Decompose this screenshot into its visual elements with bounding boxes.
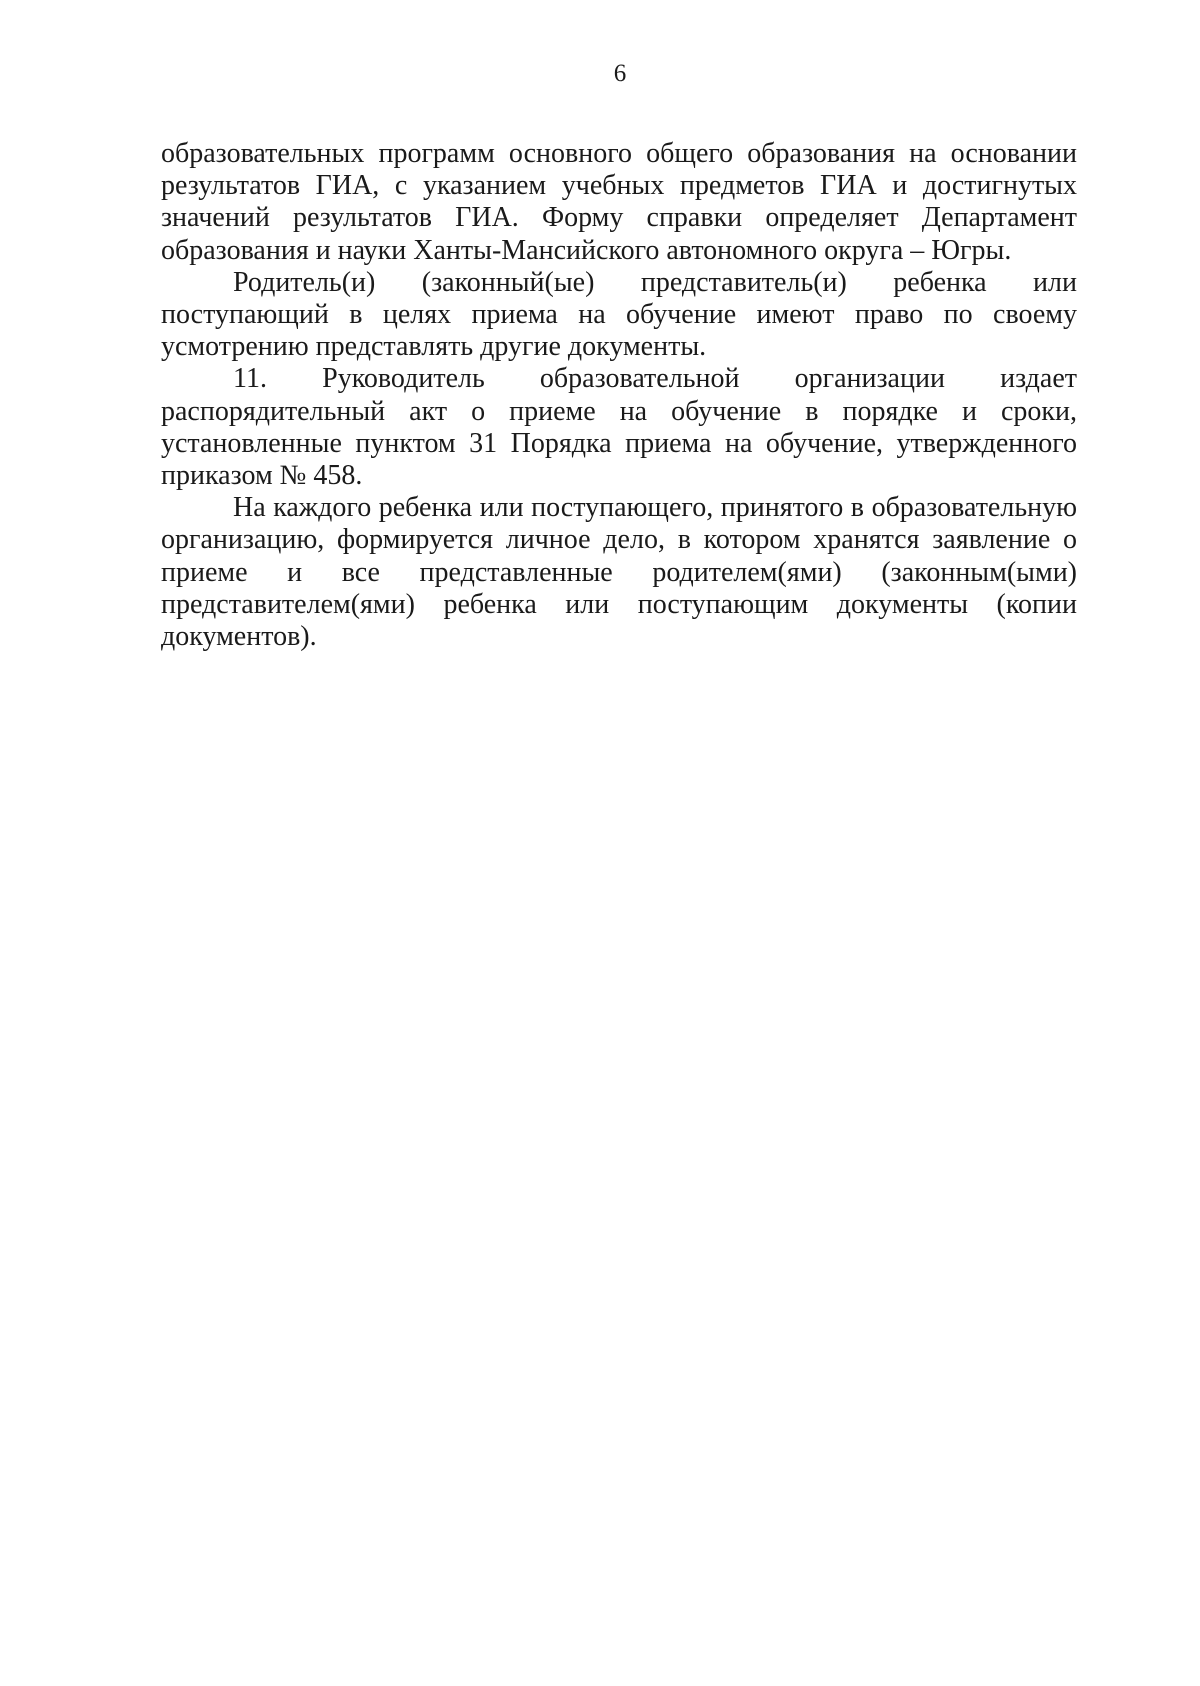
paragraph-clause-11: 11. Руководитель образовательной организации издает распорядительный акт о приеме на обучение в порядке и сроки, установленные пунктом 31 Порядка приема на обучение, утвержденного приказом № 458. — [161, 363, 1077, 492]
paragraph-parents-right: Родитель(и) (законный(ые) представитель(и) ребенка или поступающий в целях приема на обучение имеют право по своему усмотрению представлять другие документы. — [161, 266, 1077, 363]
page-number: 6 — [613, 60, 627, 87]
paragraph-continuation: образовательных программ основного общего образования на основании результатов ГИА, с указанием учебных предметов ГИА и достигнутых значений результатов ГИА. Форму справки определяет Департамент образования и науки Ханты-Мансийского автономного округа – Югры. — [161, 138, 1077, 266]
document-body — [161, 138, 1077, 653]
paragraph-personal-file: На каждого ребенка или поступающего, принятого в образовательную организацию, формируется личное дело, в котором хранятся заявление о приеме и все представленные родителем(ями) (законным(ыми) представителем(ями) ребенка или поступающим документы (копии документов). — [161, 492, 1077, 653]
